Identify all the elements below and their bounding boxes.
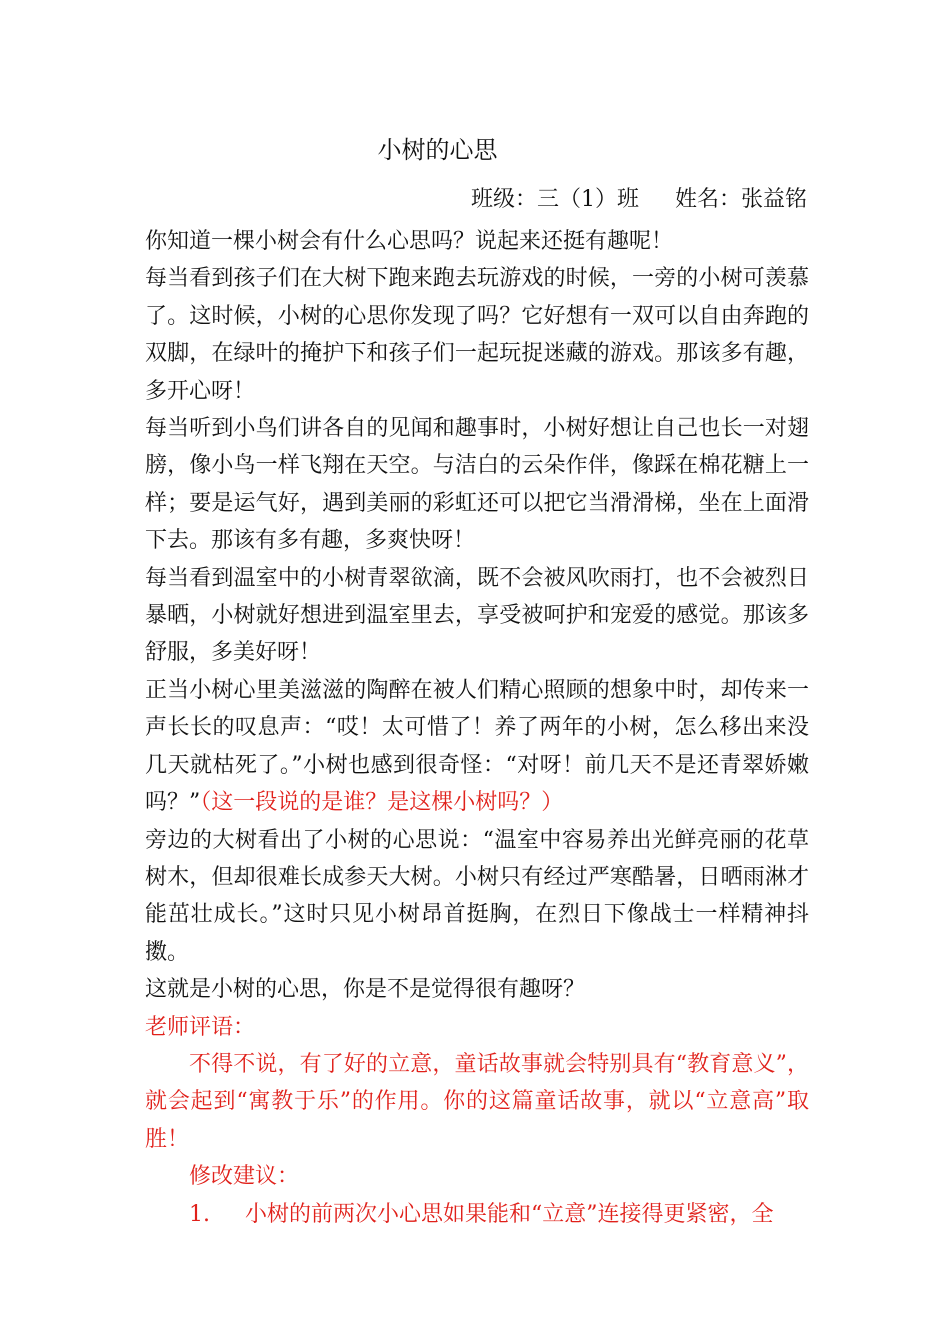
teacher-comment: 不得不说，有了好的立意，童话故事就会特别具有“教育意义”，就会起到“寓教于乐”的作用。你的这篇童话故事，就以“立意高”取胜！ <box>145 1051 809 1152</box>
paragraph: 每当看到温室中的小树青翠欲滴，既不会被风吹雨打，也不会被烈日暴晒，小树就好想进到温室里去，享受被呵护和宠爱的感觉。那该多舒服，多美好呀！ <box>145 565 809 666</box>
suggestion-label: 修改建议： <box>189 1164 300 1190</box>
author-byline <box>471 182 807 218</box>
paragraph: 每当看到孩子们在大树下跑来跑去玩游戏的时候，一旁的小树可羡慕了。这时候，小树的心思你发现了吗？它好想有一双可以自由奔跑的双脚，在绿叶的掩护下和孩子们一起玩捉迷藏的游戏。那该多有趣，多开心呀！ <box>145 266 809 404</box>
essay-body <box>145 223 809 1233</box>
teacher-inline-note: （这一段说的是谁？是这棵小树吗？） <box>200 790 564 816</box>
paragraph: 每当听到小鸟们讲各自的见闻和趣事时，小树好想让自己也长一对翅膀，像小鸟一样飞翔在天空。与洁白的云朵作伴，像踩在棉花糖上一样；要是运气好，遇到美丽的彩虹还可以把它当滑滑梯，坐在上面滑下去。那该有多有趣，多爽快呀！ <box>145 416 809 554</box>
paragraph <box>145 672 809 822</box>
paragraph: 旁边的大树看出了小树的心思说：“温室中容易养出光鲜亮丽的花草树木，但却很难长成参天大树。小树只有经过严寒酷暑，日晒雨淋才能茁壮成长。”这时只见小树昂首挺胸，在烈日下像战士一样精神抖擞。 <box>145 827 809 965</box>
student-name-label: 姓名：张益铭 <box>674 187 807 212</box>
suggestion-text: 小树的前两次小心思如果能和“立意”连接得更紧密，全 <box>245 1201 774 1227</box>
paragraph: 你知道一棵小树会有什么心思吗？说起来还挺有趣呢！ <box>145 229 674 254</box>
class-label: 班级：三（1）班 <box>470 187 639 212</box>
suggestion-item <box>145 1196 809 1233</box>
suggestion-number: 1. <box>189 1201 210 1227</box>
teacher-comment-label: 老师评语： <box>145 1014 256 1040</box>
essay-title: 小树的心思 <box>377 136 498 164</box>
paragraph: 这就是小树的心思，你是不是觉得很有趣呀？ <box>145 977 586 1003</box>
paragraph-text: 正当小树心里美滋滋的陶醉在被人们精心照顾的想象中时，却传来一声长长的叹息声：“哎！太可惜了！养了两年的小树，怎么移出来没几天就枯死了。”小树也感到很奇怪：“对呀！前几天不是还青翠娇嫩吗？” <box>145 677 809 816</box>
